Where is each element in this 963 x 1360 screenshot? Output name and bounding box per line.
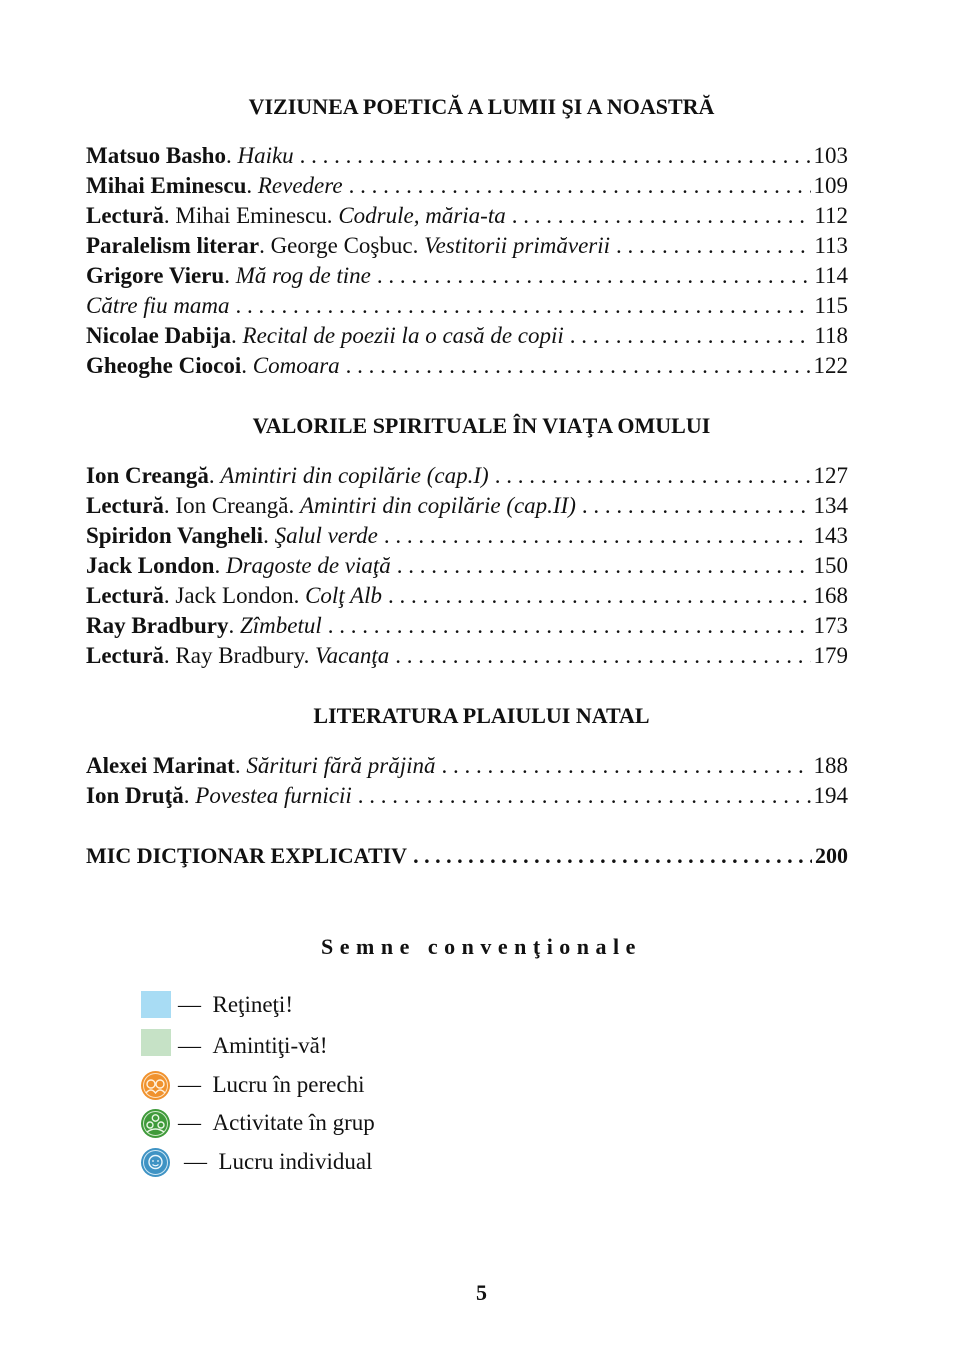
page-number: 5: [476, 1280, 487, 1305]
leader-dots: [441, 751, 810, 781]
entry-author: Lectură: [86, 583, 164, 608]
entry-author: Lectură: [86, 493, 164, 518]
entry-page: 134: [813, 493, 848, 518]
legend-label: Lucru în perechi: [212, 1072, 365, 1097]
entry-work: Haiku: [237, 143, 294, 168]
entry-work: Comoara: [252, 353, 340, 378]
entry-work: Zîmbetul: [240, 613, 322, 638]
toc-entry[interactable]: [86, 291, 848, 321]
leader-dots: [413, 841, 812, 871]
legend-title: Semne convenţionale: [321, 934, 642, 959]
entry-work: Recital de poezii la o casă de copii: [242, 323, 564, 348]
legend-label: Amintiţi-vă!: [212, 1033, 328, 1058]
light-blue-square-icon: [141, 991, 171, 1018]
toc-entry[interactable]: Ray Bradbury. Zîmbetul . . . 173: [86, 611, 848, 641]
leader-dots: [384, 521, 811, 551]
light-green-square-icon: [141, 1029, 171, 1056]
leader-dots: [495, 461, 811, 491]
leader-dots: [377, 261, 811, 291]
toc-entry[interactable]: Spiridon Vangheli. Şalul verde . . . 143: [86, 521, 848, 551]
entry-page: 179: [813, 643, 848, 668]
entry-work: Şalul verde: [274, 523, 378, 548]
entry-author: Spiridon Vangheli: [86, 523, 264, 548]
toc-entry[interactable]: Lectură. Ion Creangă. Amintiri din copilărie (cap.II) . . . 134: [86, 491, 848, 521]
leader-dots: [358, 781, 811, 811]
toc-list: [86, 461, 848, 671]
dictionary-label: MIC DICŢIONAR EXPLICATIV: [86, 843, 408, 868]
toc-entry[interactable]: Gheoghe Ciocoi. Comoara . . . 122: [86, 351, 848, 381]
entry-author: Alexei Marinat: [86, 753, 235, 778]
toc-entry[interactable]: Nicolae Dabija. Recital de poezii la o casă de copii . . . 118: [86, 321, 848, 351]
entry-page: 168: [813, 583, 848, 608]
entry-author: Mihai Eminescu: [86, 173, 247, 198]
entry-author: Jack London: [86, 553, 215, 578]
group-activity-icon: [141, 1109, 170, 1138]
entry-work: Colţ Alb: [305, 583, 382, 608]
entry-author: Grigore Vieru: [86, 263, 225, 288]
toc-entry[interactable]: Matsuo Basho. Haiku . . . 103: [86, 141, 848, 171]
entry-work: Mă rog de tine: [235, 263, 371, 288]
leader-dots: [300, 141, 811, 171]
entry-page: 143: [813, 523, 848, 548]
dictionary-entry[interactable]: [86, 841, 848, 871]
section-title: LITERATURA PLAIULUI NATAL: [313, 703, 650, 728]
entry-page: 113: [814, 233, 848, 258]
leader-dots: [236, 291, 812, 321]
pair-work-icon: [141, 1071, 170, 1100]
toc-entry[interactable]: Jack London. Dragoste de viaţă . . . 150: [86, 551, 848, 581]
toc-list: [86, 141, 848, 381]
toc-entry[interactable]: Lectură. Mihai Eminescu. Codrule, măria-ta . . . 112: [86, 201, 848, 231]
entry-page: 114: [814, 263, 848, 288]
toc-entry[interactable]: Alexei Marinat. Sărituri fără prăjină . . . 188: [86, 751, 848, 781]
toc-entry[interactable]: Lectură. Jack London. Colţ Alb . . . 168: [86, 581, 848, 611]
entry-author: Matsuo Basho: [86, 143, 226, 168]
entry-work: Dragoste de viaţă: [225, 553, 391, 578]
entry-work: Vacanţa: [315, 643, 390, 668]
entry-page: 122: [813, 353, 848, 378]
toc-list: [86, 841, 848, 871]
legend-label: Activitate în grup: [212, 1110, 375, 1135]
toc-entry[interactable]: Ion Creangă. Amintiri din copilărie (cap.I) . . . 127: [86, 461, 848, 491]
leader-dots: [349, 171, 811, 201]
entry-work: Amintiri din copilărie (cap.I): [220, 463, 489, 488]
toc-entry[interactable]: Grigore Vieru. Mă rog de tine . . . 114: [86, 261, 848, 291]
entry-author: Lectură: [86, 643, 164, 668]
toc-entry[interactable]: Paralelism literar. George Coşbuc. Vestitorii primăverii . . . 113: [86, 231, 848, 261]
entry-author: Lectură: [86, 203, 164, 228]
toc-list: [86, 751, 848, 811]
legend-label: Reţineţi!: [212, 992, 293, 1017]
section-title: VALORILE SPIRITUALE ÎN VIAŢA OMULUI: [252, 413, 711, 438]
toc-page: VIZIUNEA POETICĂ A LUMII ŞI A NOASTRĂ Matsuo Basho. Haiku . . . 103 Mihai Eminescu. Revedere . . . 109 Lectură. Mihai Eminescu. Codrule, măria-ta . . . 112 Paralelism literar. George Coşbuc. Vestitorii primăverii . . . 113 Grigore Vieru. Mă rog de tine . . . 114 Către fiu mama . . . 115 Nicolae Dabija. Recital de poezii la o casă de copii . . . 118 Gheoghe Ciocoi. Comoara . . . 122 VALORILE SPIRITUALE ÎN VIAŢA OMULUI Ion Creangă. Amintiri din copilărie (cap.I) . . . 127 Lectură. Ion Creangă. Amintiri din copilărie (cap.II) . . . 134 Spiridon Vangheli. Şalul verde . . . 143 Jack London. Dragoste de viaţă . . . 150 Lectură. Jack London. Colţ Alb . . . 168 Ray Bradbury. Zîmbetul . . . 173 Lectură. Ray Bradbury. Vacanţa . . . 179 LITERATURA PLAIULUI NATAL Alexei Marinat. Sărituri fără prăjină . . . 188 Ion Druţă. Povestea furnicii . . . 194 MIC DICŢIONAR EXPLICATIV . . . 200 Semne convenţionale — Reţineţi! — Amintiţi-vă! — Lucru în perechi — Activitate în grup — Lucru individual 5: [0, 0, 963, 1360]
entry-work: Sărituri fără prăjină: [246, 753, 436, 778]
section-title: VIZIUNEA POETICĂ A LUMII ŞI A NOASTRĂ: [248, 94, 715, 119]
entry-author: Ion Creangă: [86, 463, 209, 488]
entry-work: Codrule, măria-ta: [338, 203, 506, 228]
entry-work: Vestitorii primăverii: [424, 233, 611, 258]
individual-work-icon: [141, 1148, 170, 1177]
entry-page: 173: [813, 613, 848, 638]
entry-page: 194: [813, 783, 848, 808]
entry-page: 150: [813, 553, 848, 578]
entry-author: Ion Druţă: [86, 783, 184, 808]
toc-entry[interactable]: Lectură. Ray Bradbury. Vacanţa . . . 179: [86, 641, 848, 671]
entry-page: 127: [813, 463, 848, 488]
toc-entry[interactable]: Mihai Eminescu. Revedere . . . 109: [86, 171, 848, 201]
entry-author: Ray Bradbury: [86, 613, 229, 638]
entry-work: Amintiri din copilărie (cap.II): [299, 493, 576, 518]
entry-author: Gheoghe Ciocoi: [86, 353, 242, 378]
entry-page: 109: [813, 173, 848, 198]
entry-author: Paralelism literar: [86, 233, 260, 258]
entry-page: 112: [814, 203, 848, 228]
entry-work: Către fiu mama: [86, 293, 230, 318]
entry-page: 188: [813, 753, 848, 778]
legend-label: Lucru individual: [218, 1149, 373, 1174]
leader-dots: [512, 201, 812, 231]
leader-dots: [346, 351, 811, 381]
leader-dots: [328, 611, 811, 641]
leader-dots: [388, 581, 811, 611]
leader-dots: [397, 551, 811, 581]
leader-dots: [616, 231, 811, 261]
entry-page: 200: [815, 843, 848, 868]
entry-page: 118: [814, 323, 848, 348]
entry-page: 103: [813, 143, 848, 168]
entry-author: Nicolae Dabija: [86, 323, 232, 348]
entry-page: 115: [814, 293, 848, 318]
toc-entry[interactable]: Ion Druţă. Povestea furnicii . . . 194: [86, 781, 848, 811]
leader-dots: [570, 321, 812, 351]
entry-work: Povestea furnicii: [195, 783, 352, 808]
entry-work: Revedere: [257, 173, 343, 198]
leader-dots: [395, 641, 810, 671]
leader-dots: [582, 491, 811, 521]
